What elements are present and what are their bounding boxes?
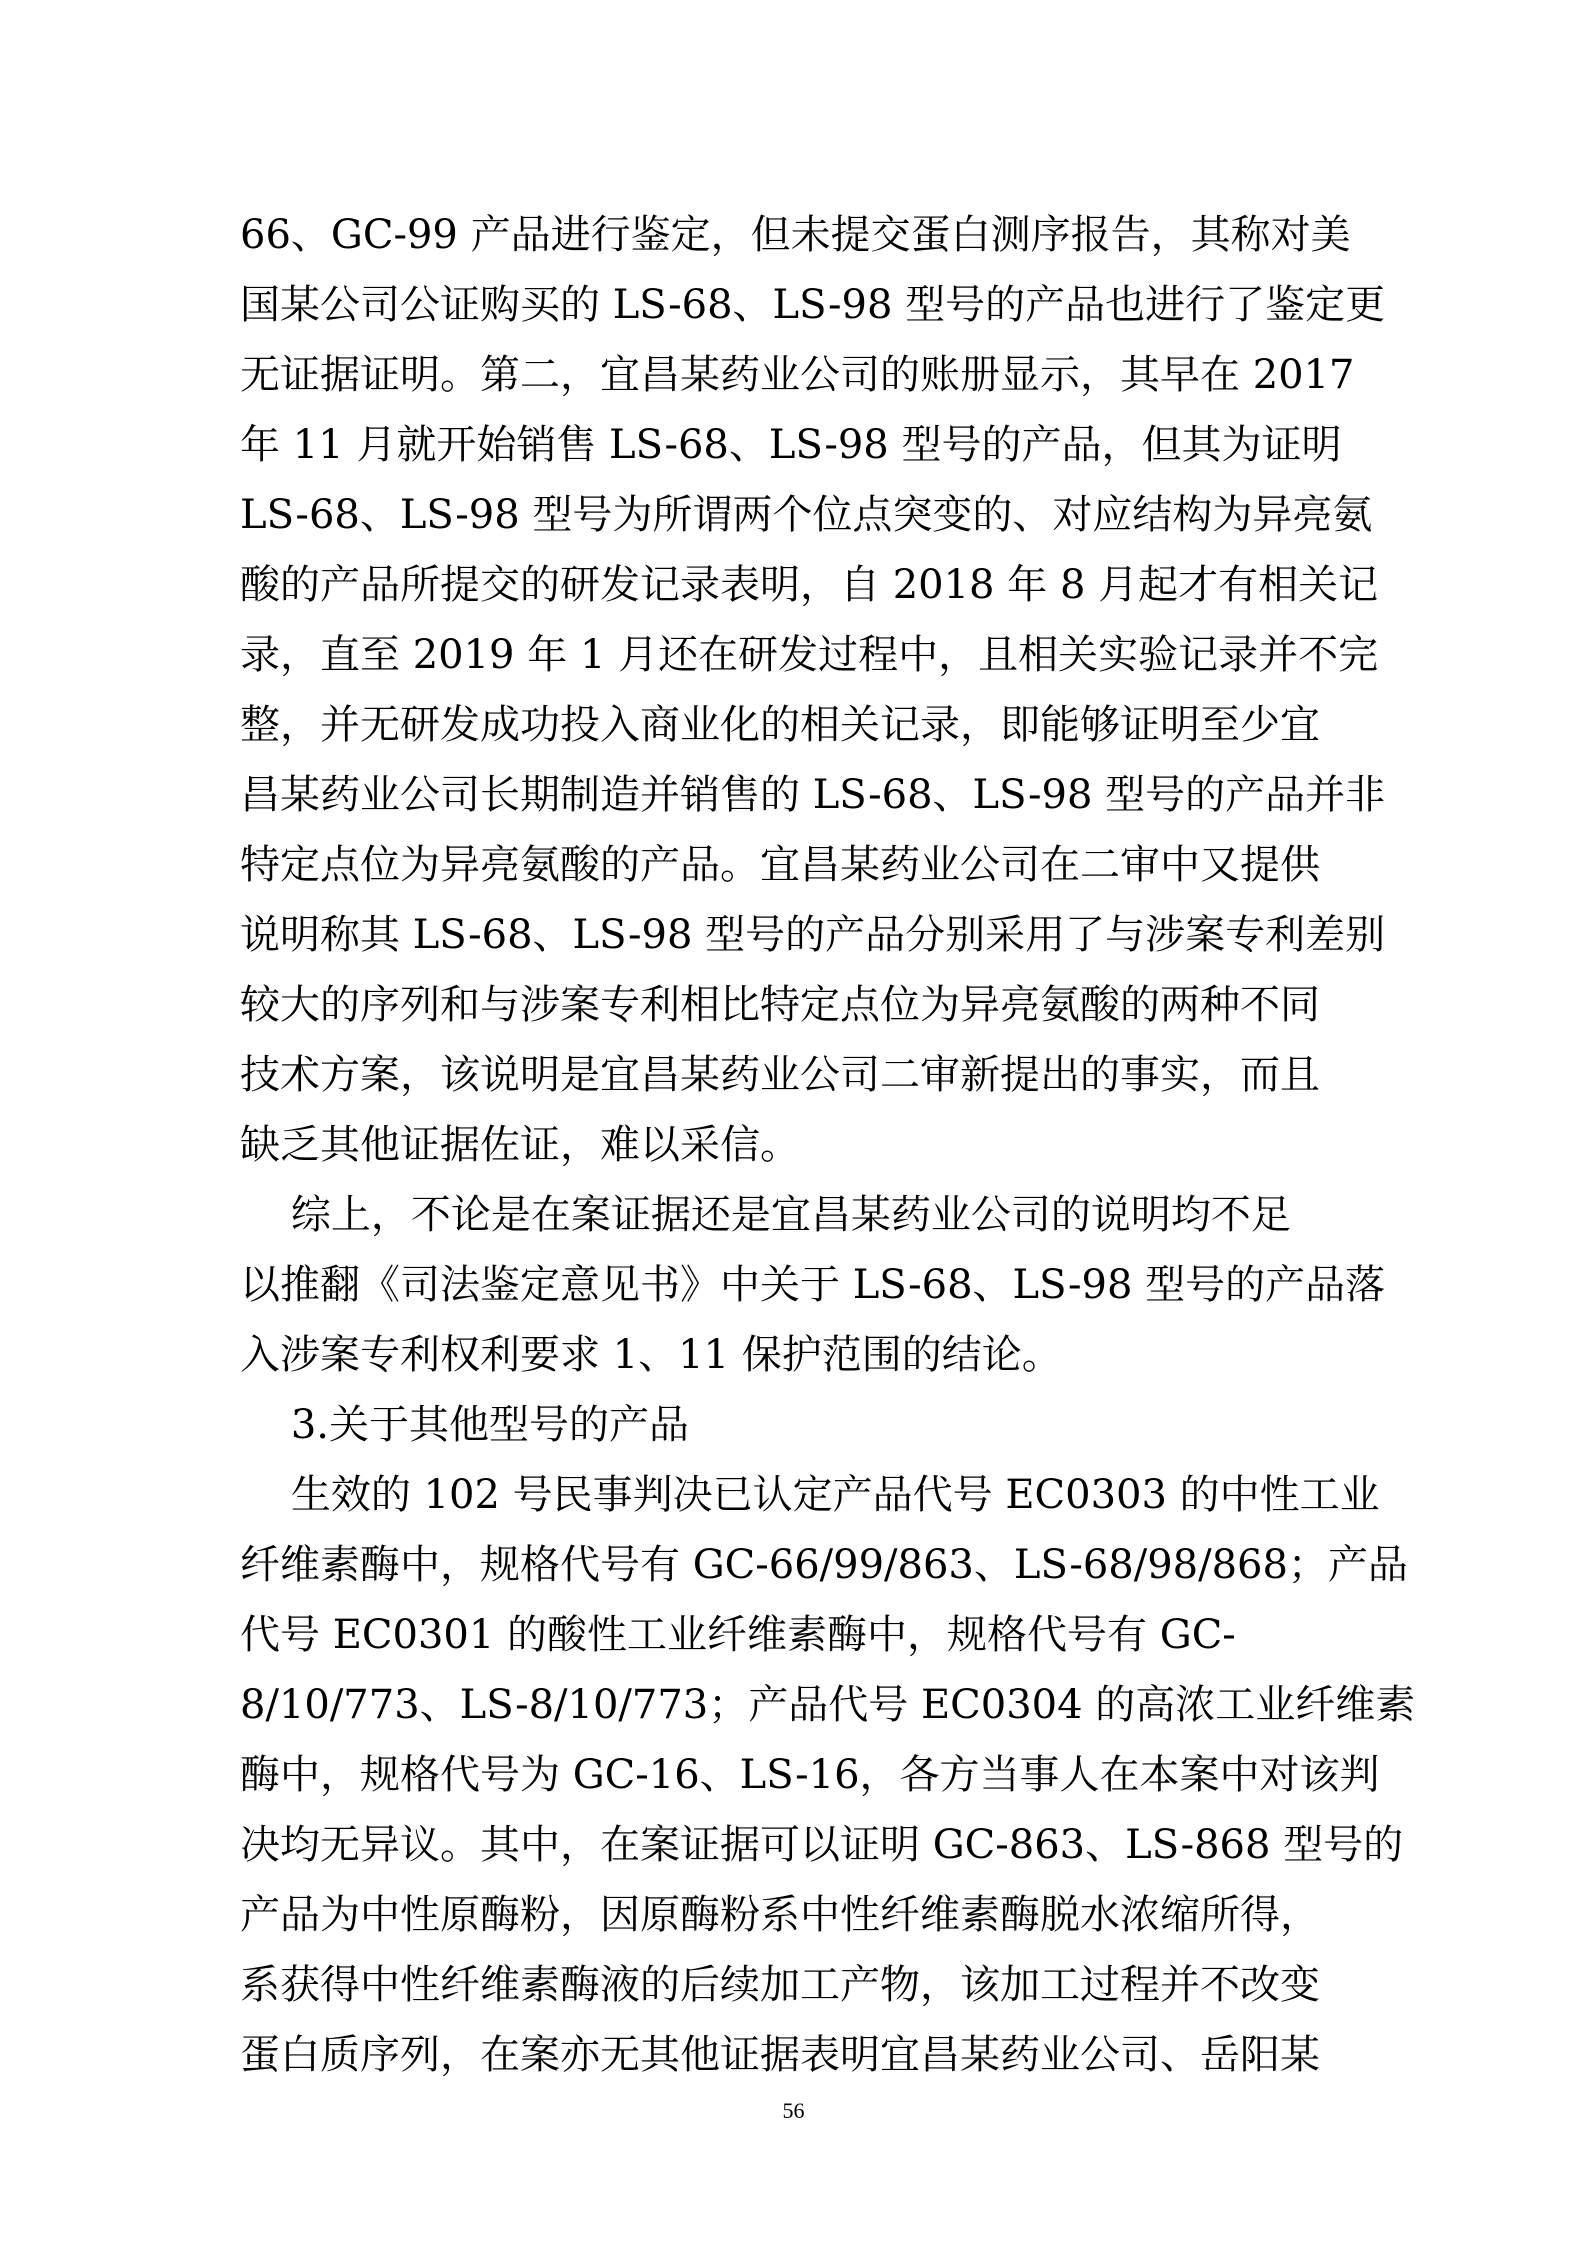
text-line: 国某公司公证购买的 LS-68、LS-98 型号的产品也进行了鉴定更 <box>240 282 1386 328</box>
text-line: 酸的产品所提交的研发记录表明，自 2018 年 8 月起才有相关记 <box>240 562 1379 608</box>
text-line: 综上，不论是在案证据还是宜昌某药业公司的说明均不足 <box>240 1192 1291 1238</box>
text-line: 录，直至 2019 年 1 月还在研发过程中，且相关实验记录并不完 <box>240 632 1379 678</box>
text-line: 蛋白质序列，在案亦无其他证据表明宜昌某药业公司、岳阳某 <box>240 2032 1320 2078</box>
text-line: 昌某药业公司长期制造并销售的 LS-68、LS-98 型号的产品并非 <box>240 772 1386 818</box>
body-text <box>240 200 1416 2090</box>
text-line: 整，并无研发成功投入商业化的相关记录，即能够证明至少宜 <box>240 702 1320 748</box>
section-heading: 3.关于其他型号的产品 <box>240 1402 690 1448</box>
text-line: 8/10/773、LS-8/10/773；产品代号 EC0304 的高浓工业纤维素 <box>240 1682 1416 1728</box>
text-line: 系获得中性纤维素酶液的后续加工产物，该加工过程并不改变 <box>240 1962 1320 2008</box>
text-line: 66、GC-99 产品进行鉴定，但未提交蛋白测序报告，其称对美 <box>240 212 1351 258</box>
text-line: 说明称其 LS-68、LS-98 型号的产品分别采用了与涉案专利差别 <box>240 912 1386 958</box>
text-line: LS-68、LS-98 型号为所谓两个位点突变的、对应结构为异亮氨 <box>240 492 1373 538</box>
text-line: 纤维素酶中，规格代号有 GC-66/99/863、LS-68/98/868；产品 <box>240 1542 1408 1588</box>
text-line: 特定点位为异亮氨酸的产品。宜昌某药业公司在二审中又提供 <box>240 842 1320 888</box>
text-line: 无证据证明。第二，宜昌某药业公司的账册显示，其早在 2017 <box>240 352 1355 398</box>
text-line: 以推翻《司法鉴定意见书》中关于 LS-68、LS-98 型号的产品落 <box>240 1262 1386 1308</box>
text-line: 产品为中性原酶粉，因原酶粉系中性纤维素酶脱水浓缩所得， <box>240 1892 1320 1938</box>
page-number: 56 <box>782 2098 805 2123</box>
text-line: 入涉案专利权利要求 1、11 保护范围的结论。 <box>240 1332 1062 1378</box>
text-line: 技术方案，该说明是宜昌某药业公司二审新提出的事实，而且 <box>240 1052 1320 1098</box>
text-line: 酶中，规格代号为 GC-16、LS-16，各方当事人在本案中对该判 <box>240 1752 1380 1798</box>
text-line: 年 11 月就开始销售 LS-68、LS-98 型号的产品，但其为证明 <box>240 422 1342 468</box>
text-line: 代号 EC0301 的酸性工业纤维素酶中，规格代号有 GC- <box>240 1612 1236 1658</box>
text-line: 较大的序列和与涉案专利相比特定点位为异亮氨酸的两种不同 <box>240 982 1320 1028</box>
text-line: 生效的 102 号民事判决已认定产品代号 EC0303 的中性工业 <box>240 1472 1380 1518</box>
text-line: 决均无异议。其中，在案证据可以证明 GC-863、LS-868 型号的 <box>240 1822 1404 1868</box>
text-line: 缺乏其他证据佐证，难以采信。 <box>240 1122 800 1168</box>
